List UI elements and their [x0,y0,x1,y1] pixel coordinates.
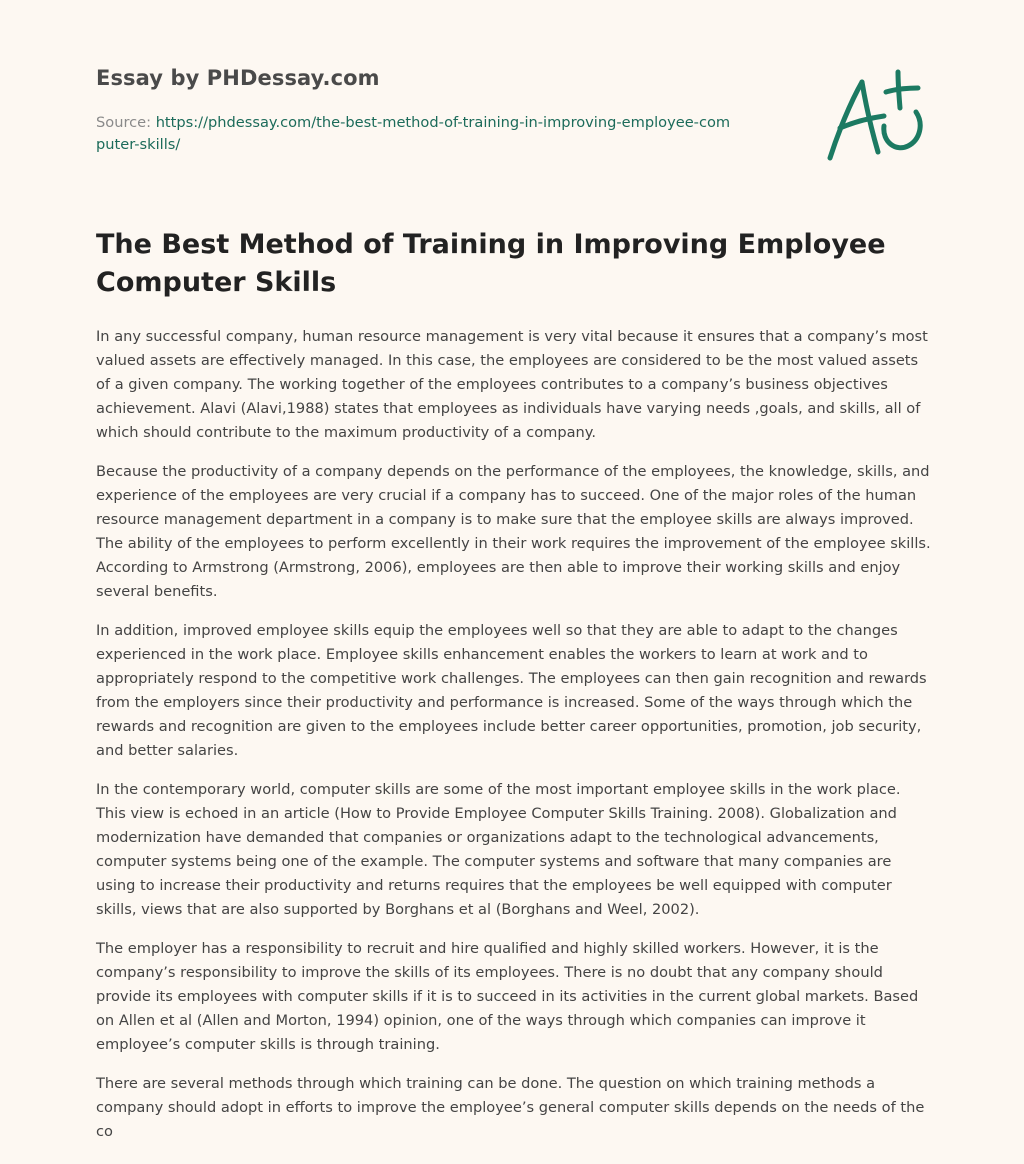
paragraph: In any successful company, human resource management is very vital because it ensures that a company’s most valued assets are effectively managed. In this case, the employees are considered to be the most valued assets of a given company. The working together of the employees contributes to a company’s business objectives achievement. Alavi (Alavi,1988) states that employees as individuals have varying needs ,goals, and skills, all of which should contribute to the maximum productivity of a company. [96,328,928,441]
paragraph: In addition, improved employee skills equip the employees well so that they are able to adapt to the changes experienced in the work place. Employee skills enhancement enables the workers to learn at work and to appropriately respond to the competitive work challenges. The employees can then gain recognition and rewards from the employers since their productivity and performance is increased. Some of the ways through which the rewards and recognition are given to the employees include better career opportunities, promotion, job security, and better salaries. [96,622,927,759]
paragraph: In the contemporary world, computer skills are some of the most important employee skills in the work place. This view is echoed in an article (How to Provide Employee Computer Skills Training. 2008). Globalization and modernization have demanded that companies or organizations adapt to the technological advancements, computer systems being one of the example. The computer systems and software that many companies are using to increase their productivity and returns requires that the employees be well equipped with computer skills, views that are also supported by Borghans et al (Borghans and Weel, 2002). [96,781,901,918]
article-body [96,325,932,1159]
source-label: Source: [96,114,156,131]
paragraph: Because the productivity of a company depends on the performance of the employees, the knowledge, skills, and experience of the employees are very crucial if a company has to succeed. One of the major roles of the human resource management department in a company is to make sure that the employee skills are always improved. The ability of the employees to perform excellently in their work requires the improvement of the employee skills. According to Armstrong (Armstrong, 2006), employees are then able to improve their working skills and enjoy several benefits. [96,463,931,600]
site-brand: Essay by PHDessay.com [96,66,380,90]
article-title: The Best Method of Training in Improving Employee Computer Skills [96,229,886,298]
paragraph: There are several methods through which training can be done. The question on which training methods a company should adopt in efforts to improve the employee’s general computer skills depends on the needs of the co [96,1075,925,1140]
a-plus-grade-icon [822,68,932,168]
paragraph: The employer has a responsibility to recruit and hire qualified and highly skilled workers. However, it is the company’s responsibility to improve the skills of its employees. There is no doubt that any company should provide its employees with computer skills if it is to succeed in its activities in the current global markets. Based on Allen et al (Allen and Morton, 1994) opinion, one of the ways through which companies can improve it employee’s computer skills is through training. [96,940,919,1053]
source-line [96,112,736,156]
source-link[interactable]: https://phdessay.com/the-best-method-of-training-in-improving-employee-computer-skills/ [96,114,731,153]
